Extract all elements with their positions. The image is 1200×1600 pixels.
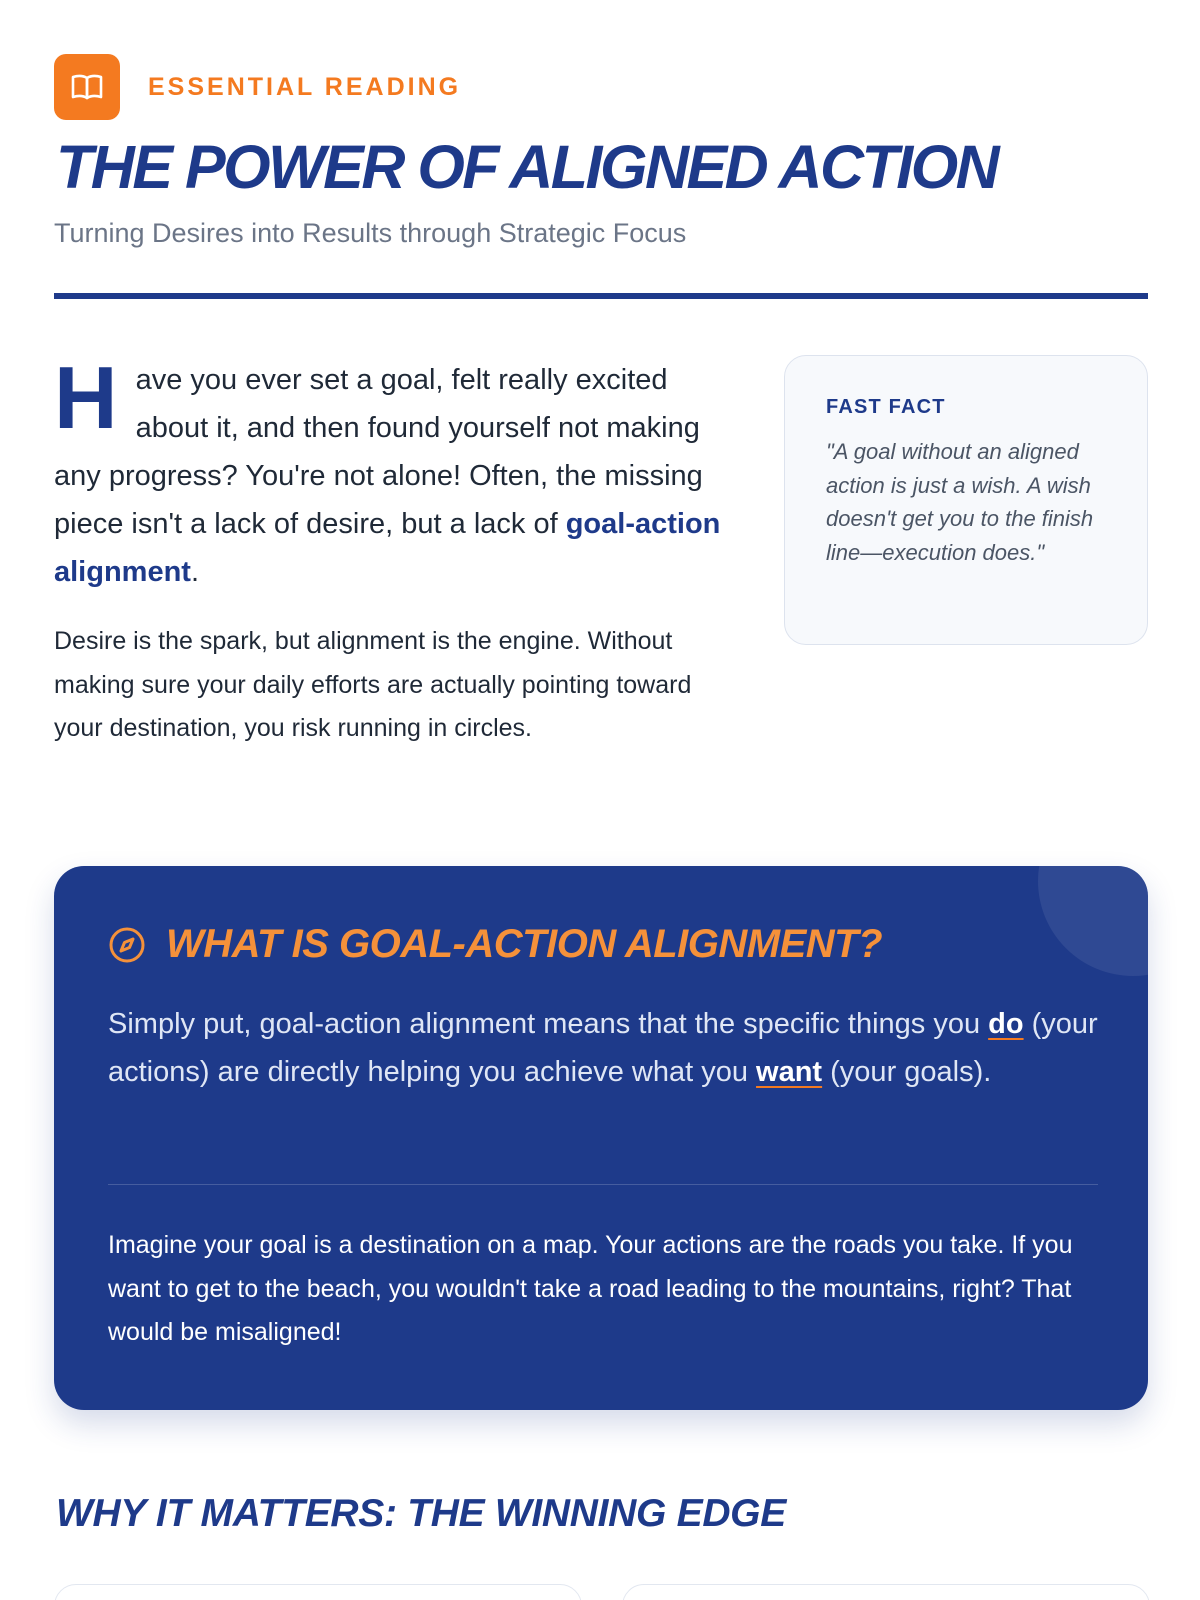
kicker-label: ESSENTIAL READING <box>148 72 462 101</box>
definition-card <box>54 866 1148 1410</box>
emphasis-want: want <box>756 1056 823 1088</box>
lead-text: ave you ever set a goal, felt really excited about it, and then found yourself not making any progress? You're not alone! Often, the missing piece isn't a lack of desire, but a lack of <box>54 364 703 540</box>
drop-cap: H <box>54 348 118 447</box>
header-divider <box>54 293 1148 299</box>
card-divider <box>108 1184 1098 1185</box>
kicker-row <box>54 54 461 120</box>
lead-highlight: goal-action alignment <box>54 508 721 588</box>
section-title: WHY IT MATTERS: THE WINNING EDGE <box>56 1492 786 1535</box>
fast-fact-label: FAST FACT <box>826 396 946 418</box>
fast-fact-quote: "A goal without an aligned action is just a wish. A wish doesn't get you to the finish line—execution does." <box>826 439 1094 565</box>
page-title: THE POWER OF ALIGNED ACTION <box>56 133 998 201</box>
intro-section <box>54 348 734 751</box>
definition-heading <box>108 922 882 967</box>
page-subtitle: Turning Desires into Results through Strategic Focus <box>54 218 687 248</box>
definition-title: WHAT IS GOAL-ACTION ALIGNMENT? <box>166 922 883 966</box>
fast-fact-box <box>784 355 1148 645</box>
benefit-card <box>54 1584 582 1600</box>
benefit-card <box>622 1584 1150 1600</box>
definition-example: Imagine your goal is a destination on a map. Your actions are the roads you take. If you want to get to the beach, you wouldn't take a road leading to the mountains, right? That would be misaligned! <box>108 1231 1073 1346</box>
open-book-icon <box>54 54 120 120</box>
intro-paragraph: Desire is the spark, but alignment is the engine. Without making sure your daily efforts are actually pointing toward your destination, you risk running in circles. <box>54 627 692 742</box>
lead-paragraph <box>54 348 734 596</box>
emphasis-do: do <box>988 1008 1024 1040</box>
decorative-circle <box>1038 866 1148 976</box>
definition-text <box>108 1000 1098 1096</box>
definition-text-a: Simply put, goal-action alignment means that the specific things you <box>108 1008 989 1040</box>
compass-icon <box>108 926 146 964</box>
lead-end: . <box>190 556 200 588</box>
definition-text-c: (your goals). <box>822 1056 992 1088</box>
definition-text-b: (your actions) are directly helping you achieve what you <box>108 1008 1098 1088</box>
